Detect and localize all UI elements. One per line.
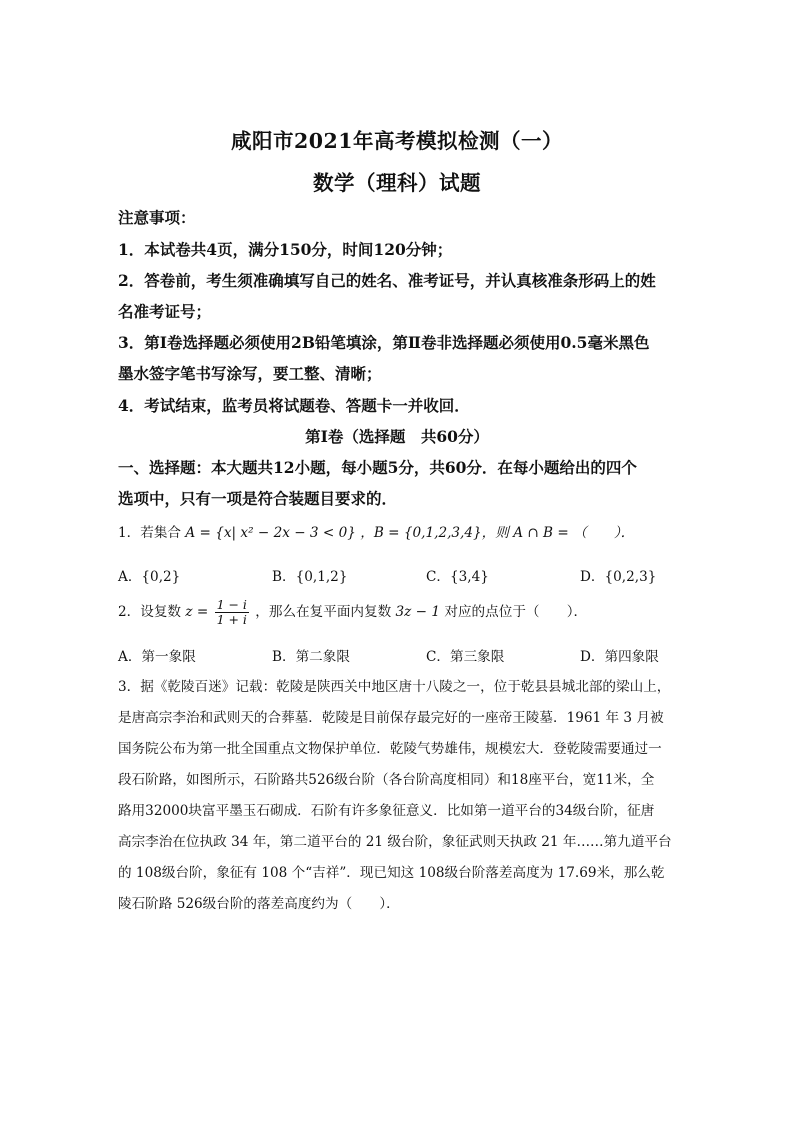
fraction-numerator: 1 − i — [216, 597, 247, 612]
question-text-line: 的 108级台阶，象征有 108 个“吉祥”．现已知这 108级台阶落差高度为 17.69米，那么乾 — [118, 865, 665, 881]
question-prefix: 2．设复数 — [118, 603, 182, 620]
fraction-denominator: 1 + i — [216, 611, 247, 627]
notice-item: 1．本试卷共4页，满分150分，时间120分钟； — [118, 240, 453, 259]
question-ask: A ∩ B = （ ）． — [513, 525, 635, 541]
expression: 3z − 1 — [395, 603, 441, 620]
question-text-line: 3．据《乾陵百迷》记载：乾陵是陕西关中地区唐十八陵之一，位于乾县县城北部的梁山上， — [118, 679, 671, 695]
question-text-line: 是唐高宗李治和武则天的合葬墓．乾陵是目前保存最完好的一座帝王陵墓．1961 年 3 月被 — [118, 710, 664, 726]
question-stem — [118, 598, 587, 627]
option-c: C．第三象限 — [426, 649, 505, 665]
option-d: D．第四象限 — [580, 649, 659, 665]
question-tail: 对应的点位于（ ）． — [444, 603, 588, 620]
notice-item: 2．答卷前，考生须准确填写自己的姓名、准考证号，并认真核准条形码上的姓 — [118, 271, 656, 290]
set-a: A = {x| x² − 2x − 3 < 0} — [185, 525, 356, 541]
option-a: A．{0,2} — [118, 569, 181, 585]
option-b: B．{0,1,2} — [272, 569, 348, 585]
option-a: A．第一象限 — [118, 649, 196, 665]
part1-heading: 第Ⅰ卷（选择题 共60分） — [305, 427, 489, 446]
fraction — [215, 598, 249, 627]
question-prefix: 1．若集合 — [118, 525, 182, 541]
option-c: C．{3,4} — [426, 569, 489, 585]
notice-item: 4．考试结束，监考员将试题卷、答题卡一并收回． — [118, 396, 470, 415]
option-d: D．{0,2,3} — [580, 569, 657, 585]
section-instruction: 一、选择题：本大题共12小题，每小题5分，共60分．在每小题给出的四个 — [118, 458, 637, 477]
page-title: 咸阳市2021年高考模拟检测（一） — [230, 129, 564, 153]
question-text-line: 段石阶路，如图所示，石阶路共526级台阶（各台阶高度相同）和18座平台，宽11米，全 — [118, 772, 655, 788]
question-text-line: 高宗李治在位执政 34 年，第二道平台的 21 级台阶，象征武则天执政 21 年……第九道平台 — [118, 834, 672, 850]
question-mid: ，那么在复平面内复数 — [255, 603, 392, 620]
set-b: ，B = {0,1,2,3,4}，则 — [360, 525, 509, 541]
section-instruction: 选项中，只有一项是符合装题目要求的． — [118, 489, 398, 508]
page-subtitle: 数学（理科）试题 — [313, 171, 481, 195]
question-text-line: 国务院公布为第一批全国重点文物保护单位．乾陵气势雄伟，规模宏大．登乾陵需要通过一 — [118, 741, 662, 757]
option-b: B．第二象限 — [272, 649, 350, 665]
notice-heading: 注意事项： — [118, 208, 196, 227]
question-text-line: 陵石阶路 526级台阶的落差高度约为（ ）． — [118, 896, 400, 912]
question-stem — [118, 521, 634, 541]
question-text-line: 路用32000块富平墨玉石砌成．石阶有许多象征意义．比如第一道平台的34级台阶，征唐 — [118, 803, 655, 819]
notice-item: 3．第Ⅰ卷选择题必须使用2B铅笔填涂，第Ⅱ卷非选择题必须使用0.5毫米黑色 — [118, 333, 650, 352]
variable-z: z = — [185, 603, 209, 620]
notice-item: 名准考证号； — [118, 302, 212, 321]
notice-item: 墨水签字笔书写涂写，要工整、清晰； — [118, 364, 382, 383]
